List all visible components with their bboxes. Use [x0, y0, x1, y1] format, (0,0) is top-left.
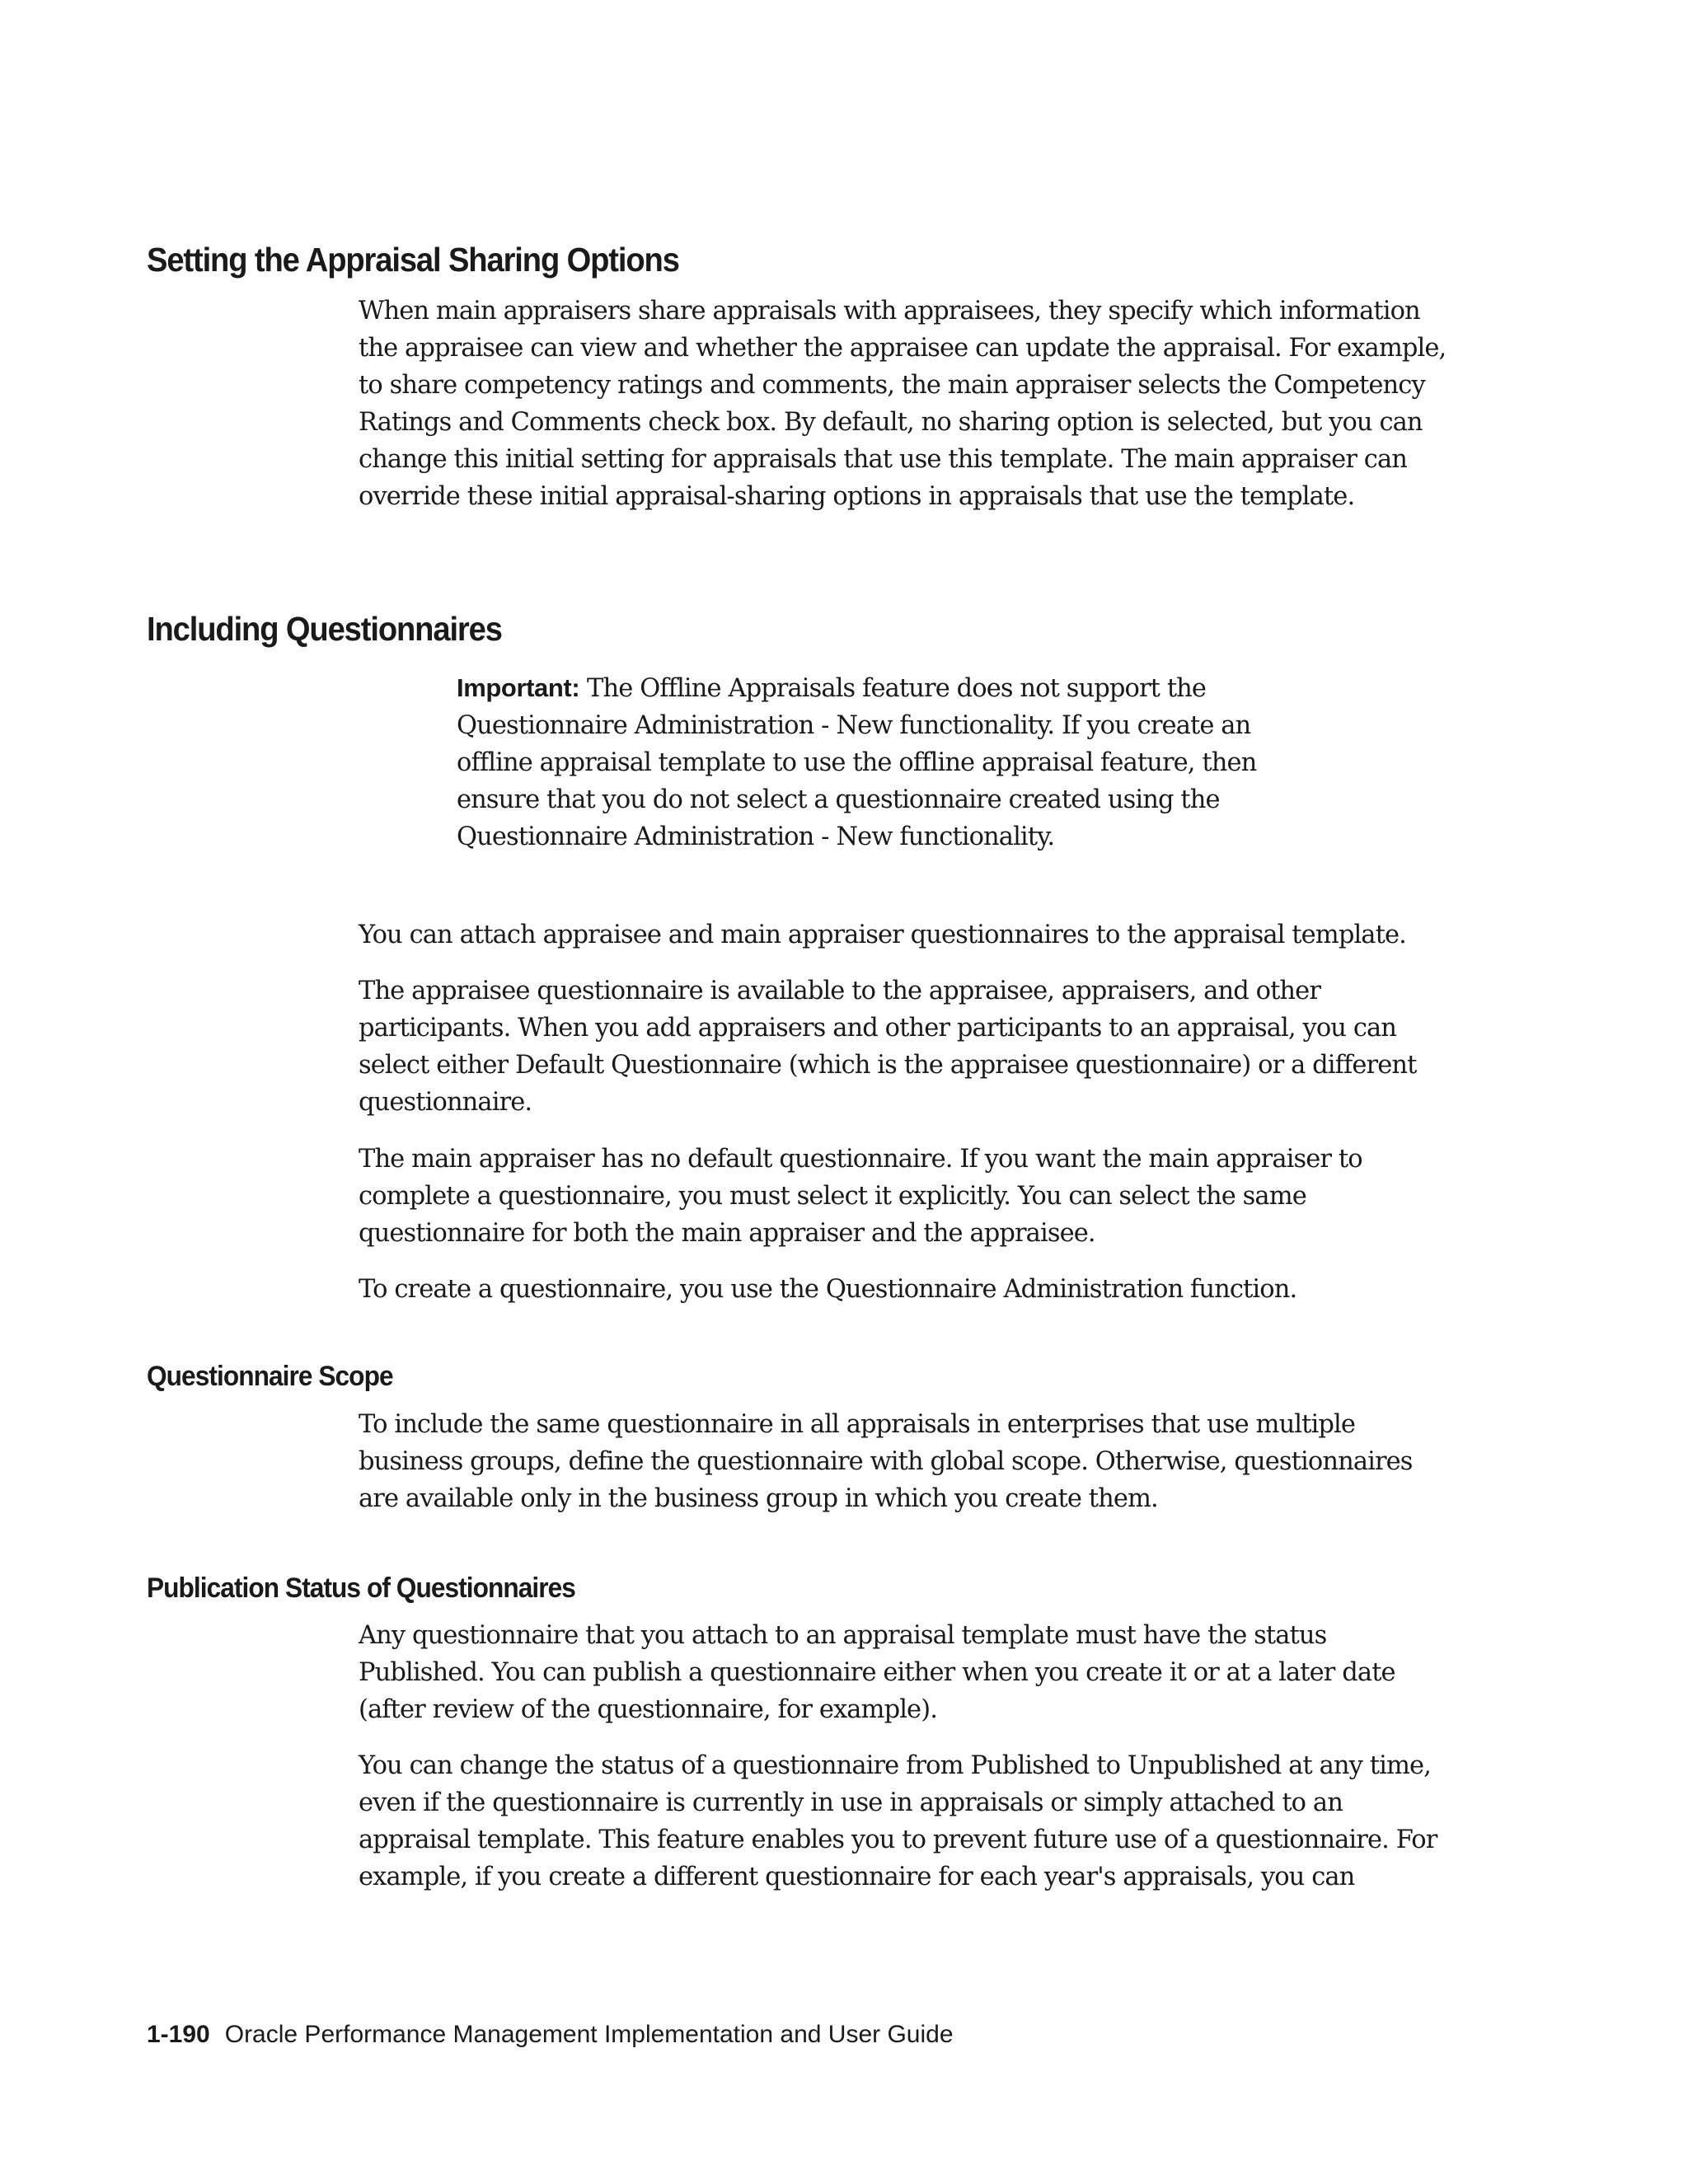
- heading-publication-status: Publication Status of Questionnaires: [147, 1572, 575, 1604]
- note-label: Important:: [457, 673, 580, 702]
- paragraph-change-status: You can change the status of a questionnaire from Published to Unpublished at any time, even if the questionnaire is currently in use in appraisals or simply attached to an appraisal template. This feature enables you to prevent future use of a questionnaire. For example, if you create a different questionnaire for each year's appraisals, you can: [359, 1751, 1437, 1891]
- paragraph-create-questionnaire: To create a questionnaire, you use the Questionnaire Administration function.: [359, 1275, 1297, 1304]
- paragraph-publication-status: Any questionnaire that you attach to an appraisal template must have the status Published. You can publish a questionnaire either when you create it or at a later date (after review of the questionnaire, for example).: [359, 1621, 1395, 1724]
- page-footer: [147, 2021, 954, 2049]
- guide-title: Oracle Performance Management Implementation and User Guide: [224, 2021, 954, 2048]
- paragraph-sharing-options: When main appraisers share appraisals with appraisees, they specify which information the appraisee can view and whether the appraisee can update the appraisal. For example, to share competency ratings and comments, the main appraiser selects the Competency Ratings and Comments check box. By default, no sharing option is selected, but you can change this initial setting for appraisals that use this template. The main appraiser can override these initial appraisal-sharing options in appraisals that use the template.: [359, 297, 1447, 511]
- paragraph-main-appraiser-questionnaire: The main appraiser has no default questionnaire. If you want the main appraiser to complete a questionnaire, you must select it explicitly. You can select the same questionnaire for both the main appraiser and the appraisee.: [359, 1145, 1362, 1248]
- heading-appraisal-sharing-options: Setting the Appraisal Sharing Options: [147, 241, 679, 279]
- important-note: [457, 669, 1306, 855]
- note-text: The Offline Appraisals feature does not support the Questionnaire Administration - New functionality. If you create an offline appraisal template to use the offline appraisal feature, then ensure that you do not select a questionnaire created using the Questionnaire Administration - New functionality.: [457, 674, 1257, 851]
- heading-including-questionnaires: Including Questionnaires: [147, 610, 502, 648]
- paragraph-attach-questionnaires: You can attach appraisee and main appraiser questionnaires to the appraisal template.: [359, 921, 1406, 949]
- page-number: 1-190: [147, 2021, 210, 2048]
- heading-questionnaire-scope: Questionnaire Scope: [147, 1361, 393, 1392]
- paragraph-questionnaire-scope: To include the same questionnaire in all appraisals in enterprises that use multiple business groups, define the questionnaire with global scope. Otherwise, questionnaires are available only in the business group in which you create them.: [359, 1410, 1413, 1513]
- paragraph-appraisee-questionnaire: The appraisee questionnaire is available to the appraisee, appraisers, and other participants. When you add appraisers and other participants to an appraisal, you can select either Default Questionnaire (which is the appraisee questionnaire) or a different questionnaire.: [359, 977, 1417, 1117]
